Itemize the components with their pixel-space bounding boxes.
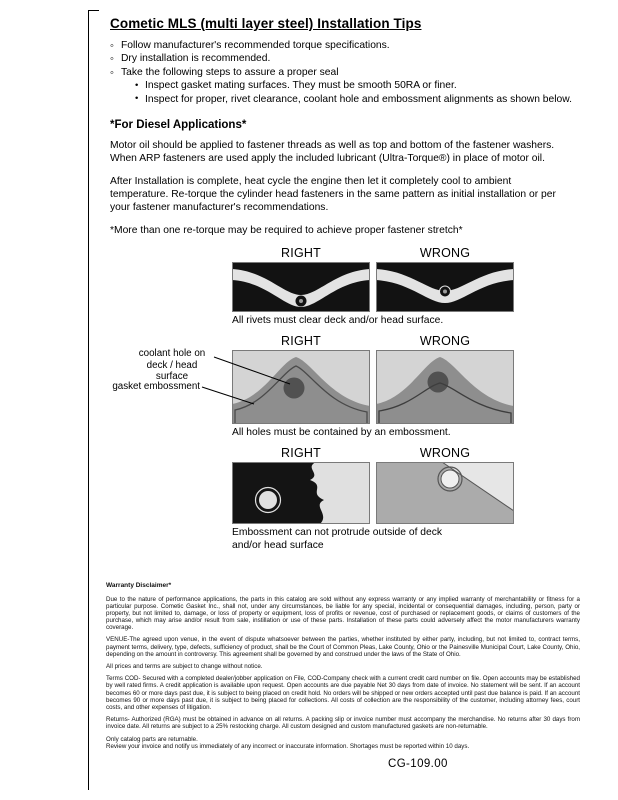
tip-subitem: • Inspect for proper, rivet clearance, coolant hole and embossment alignments as shown below.	[134, 93, 582, 106]
warranty-paragraph: Returns- Authorized (RGA) must be obtained in advance on all returns. A packing slip or invoice number must accompany the merchandise. No returns after 30 days from invoice date. All returns are subject to a 25% restocking charge. All custom designed and custom manufactured gaskets are non-returnable.	[106, 716, 580, 731]
warranty-paragraph: Review your invoice and notify us immediately of any incorrect or inaccurate information. Shortages must be reported within 10 days.	[106, 742, 470, 750]
warranty-section	[106, 582, 580, 755]
warranty-paragraph: All prices and terms are subject to change without notice.	[106, 663, 263, 671]
warranty-paragraph: Terms COD- Secured with a completed dealer/jobber application on File, COD-Company check with a current credit card number on file. Open accounts may be established by well rated firms. A credit application is available upon request. Open accounts are due payable Net 30 days from date of invoice. No statement will be sent. If an account becomes 60 or more days past due, it is subject to being placed on credit hold. No orders will be shipped or new orders accepted until past due balance is paid. If an account becomes 90 or more days past due, it is subject to being placed for collections. All costs of collection are the responsibility of the customer, including attorney fees, court costs, and other expenses of litigation.	[106, 675, 580, 711]
tip-item: ◦ Dry installation is recommended.	[110, 52, 582, 65]
page-content	[104, 16, 582, 750]
corner-tick	[88, 10, 99, 11]
page-title: Cometic MLS (multi layer steel) Installation Tips	[110, 16, 422, 31]
protrusion-caption: Embossment can not protrude outside of deck and/or head surface	[232, 527, 443, 552]
rivet-right-diagram	[232, 262, 370, 312]
protrusion-right-diagram	[232, 462, 370, 524]
right-label: RIGHT	[281, 446, 321, 461]
tip-item: ◦ Follow manufacturer's recommended torque specifications.	[110, 39, 582, 52]
tip-item	[110, 66, 582, 106]
wrong-label: WRONG	[419, 446, 471, 461]
coolant-wrong-diagram	[376, 350, 514, 424]
page-number: CG-109.00	[388, 758, 448, 770]
retorque-note: *More than one re-torque may be required to achieve proper fastener stretch*	[110, 224, 463, 236]
tip-sublist	[134, 79, 582, 106]
protrusion-wrong-diagram	[376, 462, 514, 524]
warranty-paragraph: VENUE-The agreed upon venue, in the event of dispute whatsoever between the parties, whether instituted by either party, including, but not limited to, contract terms, payment terms, delivery, type, defects, sufficiency of product, shall be the Court of Common Pleas, Lake County, Ohio or the Painesville Municipal Court, Lake County, Ohio, depending on the amount in controversy. This agreement shall be governed by and construed under the laws of the State of Ohio.	[106, 636, 580, 658]
rivet-diagram-row	[104, 247, 582, 328]
coolant-diagram-row	[104, 335, 582, 440]
warranty-paragraph: Due to the nature of performance applications, the parts in this catalog are sold without any express warranty or any implied warranty of merchantability or fitness for a particular purpose. Cometic Gasket Inc., shall not, under any circumstances, be liable for any special, incidental or consequential damages, including, person, party or property, but not limited to, damage, or loss of property or equipment, loss of profits or revenue, cost of purchased or replacement goods, or claims of customers of the purchase, which may arise and/or result from sale, instillation or use of these parts. Installation of these parts could adversely affect the motor manufacturers warranty coverage.	[106, 595, 580, 632]
wrong-label: WRONG	[419, 246, 471, 261]
warranty-paragraph: Only catalog parts are returnable.	[106, 735, 198, 743]
coolant-hole-label: coolant hole on deck / head surface	[138, 348, 206, 383]
right-label: RIGHT	[281, 334, 321, 349]
right-label: RIGHT	[281, 246, 321, 261]
tip-text: Take the following steps to assure a proper seal	[121, 66, 339, 78]
diesel-paragraph-2: After Installation is complete, heat cycle the engine then let it completely cool to ambient temperature. Re-torque the cylinder head fasteners in the same pattern as initial installation or per your fastener manufacturer's recommendations.	[110, 175, 556, 214]
installation-tips-list	[110, 39, 582, 106]
diagram-section	[104, 247, 582, 553]
rivet-wrong-diagram	[376, 262, 514, 312]
diesel-paragraph-1: Motor oil should be applied to fastener threads as well as top and bottom of the fastener washers. When ARP fasteners are used apply the included lubricant (Ultra-Torque®) in place of motor oil.	[110, 139, 555, 165]
gasket-embossment-label: gasket embossment	[112, 381, 200, 393]
rivet-caption: All rivets must clear deck and/or head surface.	[232, 315, 444, 327]
warranty-heading: Warranty Disclaimer*	[106, 582, 172, 589]
diesel-applications-heading: *For Diesel Applications*	[110, 118, 247, 131]
coolant-right-diagram	[232, 350, 370, 424]
protrusion-diagram-row	[104, 447, 582, 553]
wrong-label: WRONG	[419, 334, 471, 349]
coolant-caption: All holes must be contained by an embossment.	[232, 427, 451, 439]
left-margin-rule	[88, 10, 89, 790]
tip-subitem: • Inspect gasket mating surfaces. They must be smooth 50RA or finer.	[134, 79, 582, 92]
